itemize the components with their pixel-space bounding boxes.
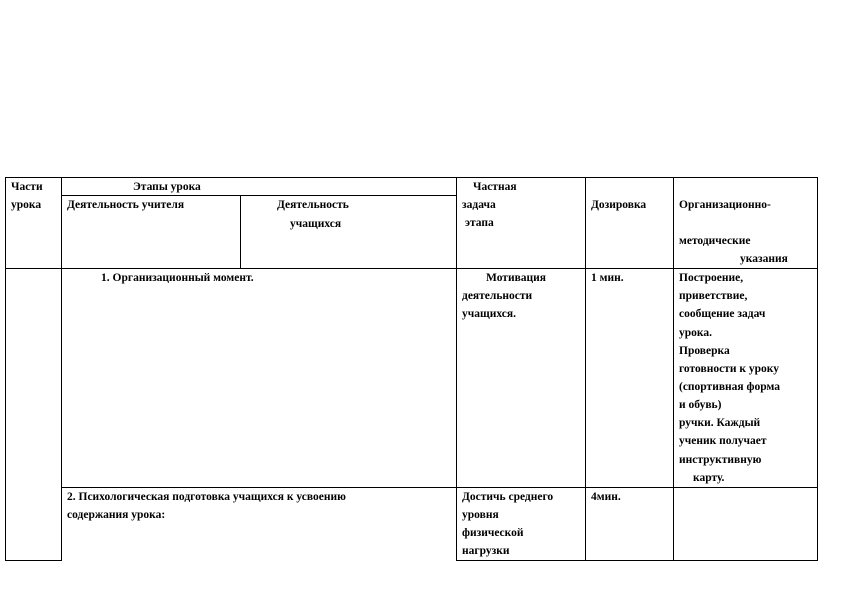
row1-guidance-line4: урока. (679, 327, 712, 339)
row2-stage-line1: 2. Психологическая подготовка учащихся к усвоению (67, 491, 346, 503)
row1-guidance-line3: сообщение задач (679, 308, 766, 320)
table-left-border (5, 177, 6, 561)
parts-col-divider (61, 177, 62, 561)
header-teacher-activity: Деятельность учителя (67, 199, 185, 211)
row1-guidance-line2: приветствие, (679, 290, 748, 302)
header-parts-line2: урока (11, 199, 42, 211)
row1-task-line3: учащихся. (462, 308, 516, 320)
header-guidance-line2: методические (679, 235, 751, 247)
table-right-border (817, 177, 818, 561)
dosage-guidance-divider (673, 177, 674, 561)
row2-task-line3: физической (462, 527, 524, 539)
row1-dosage: 1 мин. (591, 272, 624, 284)
task-dosage-divider (585, 177, 586, 561)
row2-task-line2: уровня (462, 509, 499, 521)
header-task-line1: Частная (473, 181, 517, 193)
table-top-border (5, 177, 818, 178)
row1-guidance-line12: карту. (693, 472, 725, 484)
header-parts-line1: Части (11, 181, 43, 193)
header-student-activity-line2: учащихся (290, 218, 342, 230)
row2-dosage: 4мин. (591, 491, 621, 503)
row2-task-line4: нагрузки (462, 545, 510, 557)
row1-stage: 1. Организационный момент. (101, 272, 254, 284)
row2-task-line1: Достичь среднего (462, 491, 554, 503)
row2-stage-line2: содержания урока: (67, 509, 166, 521)
header-task-line2: задача (462, 199, 496, 211)
row1-guidance-line6: готовности к уроку (679, 363, 779, 375)
header-dosage: Дозировка (591, 199, 647, 211)
table-bottom-right (456, 560, 818, 561)
row1-guidance-line11: инструктивную (679, 454, 762, 466)
table-bottom-left (5, 560, 61, 561)
row1-guidance-line8: и обувь) (679, 399, 722, 411)
row1-guidance-line1: Построение, (679, 272, 744, 284)
row1-guidance-line9: ручки. Каждый (679, 417, 761, 429)
teacher-student-divider (240, 195, 241, 268)
row1-guidance-line10: ученик получает (679, 435, 767, 447)
row1-guidance-line7: (спортивная форма (679, 381, 780, 393)
row1-guidance-line5: Проверка (679, 345, 730, 357)
stages-task-divider (456, 177, 457, 561)
header-guidance-line1: Организационно- (679, 199, 771, 211)
row1-task-line1: Мотивация (486, 272, 547, 284)
header-student-activity-line1: Деятельность (277, 199, 349, 211)
header-task-line3: этапа (465, 217, 494, 229)
row1-task-line2: деятельности (462, 290, 533, 302)
header-guidance-line3: указания (740, 253, 788, 265)
header-stages: Этапы урока (133, 181, 201, 193)
